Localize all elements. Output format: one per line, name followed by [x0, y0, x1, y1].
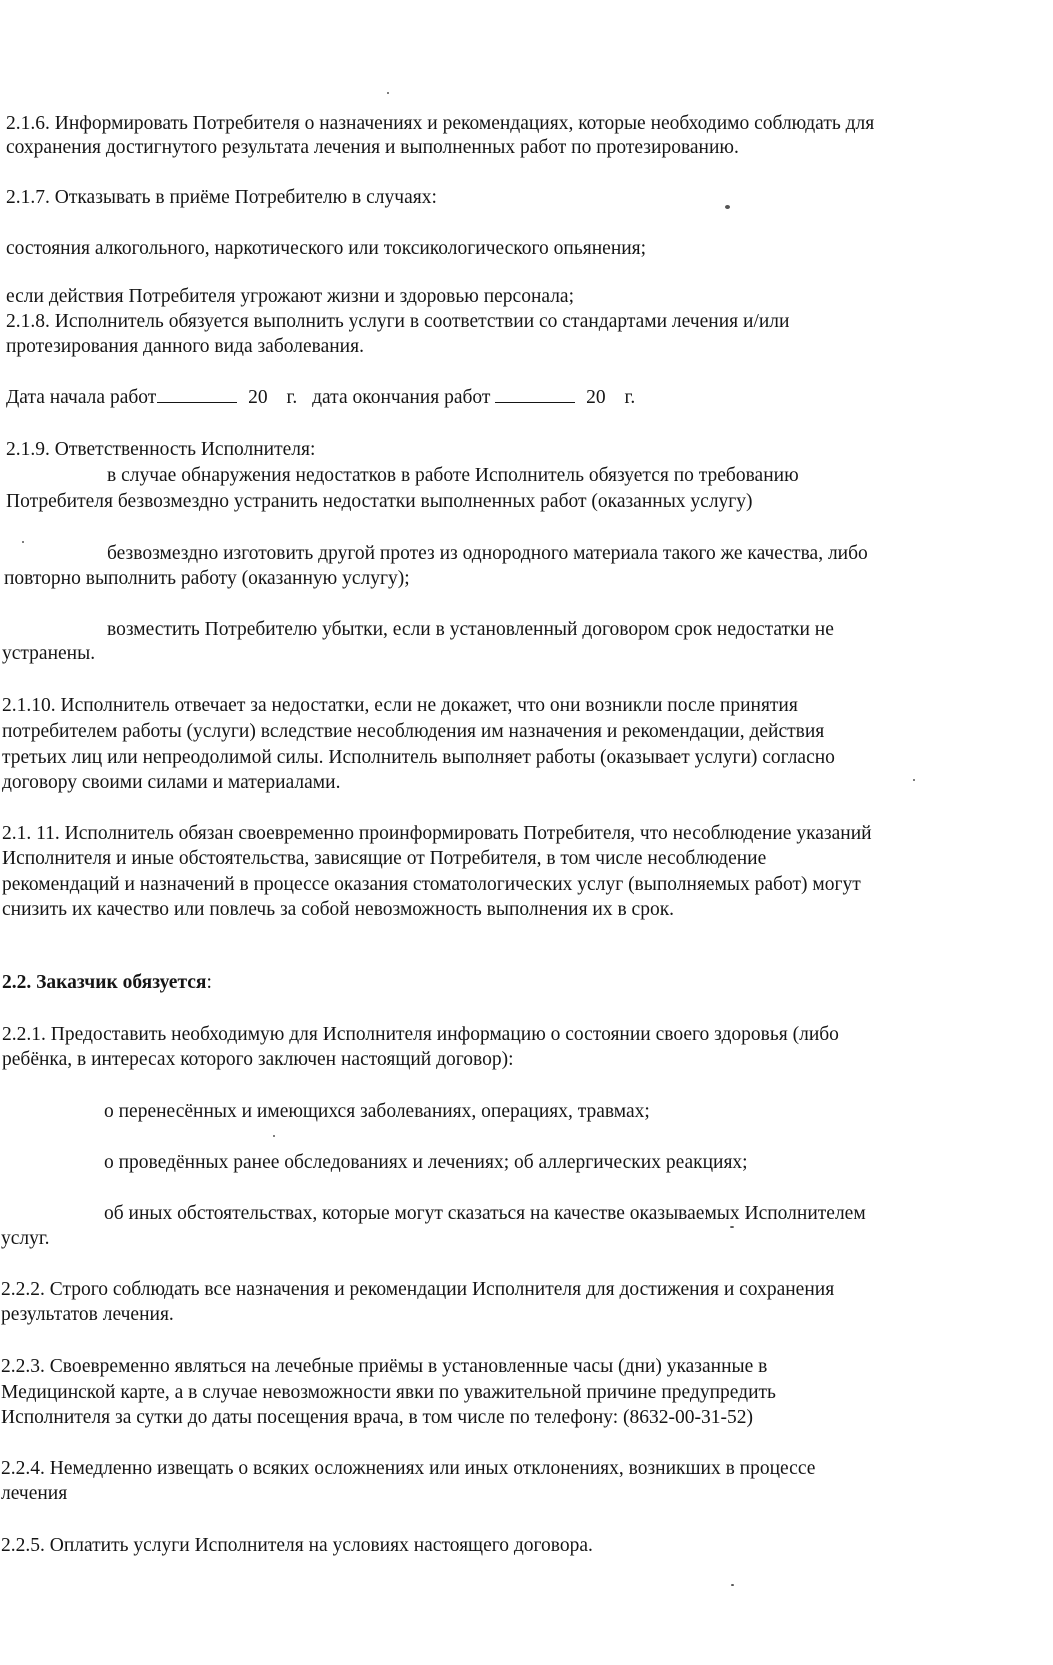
end-date-year: 20 [586, 387, 606, 408]
clause-2-1-10-line-4: договору своими силами и материалами. [2, 772, 341, 793]
clause-2-2-5-line-1: 2.2.5. Оплатить услуги Исполнителя на условиях настоящего договора. [1, 1535, 593, 1556]
clause-2-2-2-line-2: результатов лечения. [1, 1304, 174, 1325]
clause-2-1-11-line-1: 2.1. 11. Исполнитель обязан своевременно проинформировать Потребителя, что несоблюдение указаний [2, 823, 872, 844]
clause-2-2-4-line-2: лечения [1, 1483, 68, 1504]
scan-speck [725, 205, 730, 209]
clause-2-1-7-line-1: 2.1.7. Отказывать в приёме Потребителю в случаях: [6, 187, 437, 208]
clause-2-1-9-item-2-line-1: безвозмездно изготовить другой протез из однородного материала такого же качества, либо [107, 543, 868, 564]
scan-speck [387, 92, 389, 94]
start-date-blank [157, 385, 237, 403]
clause-2-1-11-line-2: Исполнителя и иные обстоятельства, зависящие от Потребителя, в том числе несоблюдение [2, 848, 767, 869]
clause-2-2-4-line-1: 2.2.4. Немедленно извещать о всяких осложнениях или иных отклонениях, возникших в процессе [1, 1458, 816, 1479]
section-2-2-heading-text: 2.2. Заказчик обязуется [2, 972, 207, 993]
clause-2-1-6-line-2: сохранения достигнутого результата лечения и выполненных работ по протезированию. [6, 137, 739, 158]
clause-2-1-9-item-1-line-2: Потребителя безвозмездно устранить недостатки выполненных работ (оказанных услугу) [6, 491, 753, 512]
section-2-2-heading [2, 970, 212, 995]
clause-2-2-1-item-1: о перенесённых и имеющихся заболеваниях, операциях, травмах; [104, 1101, 650, 1122]
start-date-year-suffix: г. [286, 387, 298, 408]
clause-2-2-1-item-3-line-2: услуг. [1, 1228, 50, 1249]
clause-2-2-1-item-3-line-1: об иных обстоятельствах, которые могут сказаться на качестве оказываемых Исполнителем [104, 1203, 866, 1224]
end-date-label: дата окончания работ [312, 387, 491, 408]
clause-2-2-2-line-1: 2.2.2. Строго соблюдать все назначения и рекомендации Исполнителя для достижения и сохранения [1, 1279, 835, 1300]
scan-speck [730, 1226, 734, 1228]
clause-2-1-9-item-2-line-2: повторно выполнить работу (оказанную услугу); [4, 568, 410, 589]
clause-2-1-6-line-1: 2.1.6. Информировать Потребителя о назначениях и рекомендациях, которые необходимо соблюдать для [6, 113, 875, 134]
scan-speck [22, 541, 24, 543]
clause-2-1-11-line-3: рекомендаций и назначений в процессе оказания стоматологических услуг (выполняемых работ) могут [2, 874, 861, 895]
clause-2-2-1-line-2: ребёнка, в интересах которого заключен настоящий договор): [2, 1049, 514, 1070]
clause-2-1-9-item-3-line-2: устранены. [2, 643, 96, 664]
scan-speck [731, 1584, 734, 1586]
clause-2-1-9-title: 2.1.9. Ответственность Исполнителя: [6, 439, 316, 460]
section-2-2-heading-colon: : [206, 972, 212, 993]
refusal-case-intoxication: состояния алкогольного, наркотического или токсикологического опьянения; [6, 238, 647, 259]
clause-2-1-8-line-1: 2.1.8. Исполнитель обязуется выполнить услуги в соответствии со стандартами лечения и/или [6, 311, 790, 332]
end-date-year-suffix: г. [624, 387, 636, 408]
start-date-year: 20 [248, 387, 268, 408]
clause-2-1-11-line-4: снизить их качество или повлечь за собой невозможность выполнения их в срок. [2, 899, 675, 920]
scan-speck [913, 779, 915, 781]
clause-2-1-8-line-2: протезирования данного вида заболевания. [6, 336, 364, 357]
clause-2-1-10-line-2: потребителем работы (услуги) вследствие несоблюдения им назначения и рекомендации, действия [2, 721, 825, 742]
clause-2-2-3-line-3: Исполнителя за сутки до даты посещения врача, в том числе по телефону: (8632-00-31-52) [1, 1407, 754, 1428]
refusal-case-threat: если действия Потребителя угрожают жизни и здоровью персонала; [6, 286, 575, 307]
clause-2-1-10-line-3: третьих лиц или непреодолимой силы. Исполнитель выполняет работы (оказывает услуги) согласно [2, 747, 835, 768]
end-date-blank [495, 385, 575, 403]
scan-speck [273, 1135, 275, 1137]
start-date-label: Дата начала работ [6, 387, 157, 408]
work-dates-line [6, 385, 635, 410]
clause-2-1-10-line-1: 2.1.10. Исполнитель отвечает за недостатки, если не докажет, что они возникли после принятия [2, 695, 798, 716]
clause-2-1-9-item-1-line-1: в случае обнаружения недостатков в работе Исполнитель обязуется по требованию [107, 465, 799, 486]
clause-2-2-3-line-1: 2.2.3. Своевременно являться на лечебные приёмы в установленные часы (дни) указанные в [1, 1356, 768, 1377]
clause-2-2-3-line-2: Медицинской карте, а в случае невозможности явки по уважительной причине предупредить [1, 1382, 776, 1403]
clause-2-1-9-item-3-line-1: возместить Потребителю убытки, если в установленный договором срок недостатки не [107, 619, 834, 640]
clause-2-2-1-line-1: 2.2.1. Предоставить необходимую для Исполнителя информацию о состоянии своего здоровья (либо [2, 1024, 839, 1045]
clause-2-2-1-item-2: о проведённых ранее обследованиях и лечениях; об аллергических реакциях; [104, 1152, 748, 1173]
